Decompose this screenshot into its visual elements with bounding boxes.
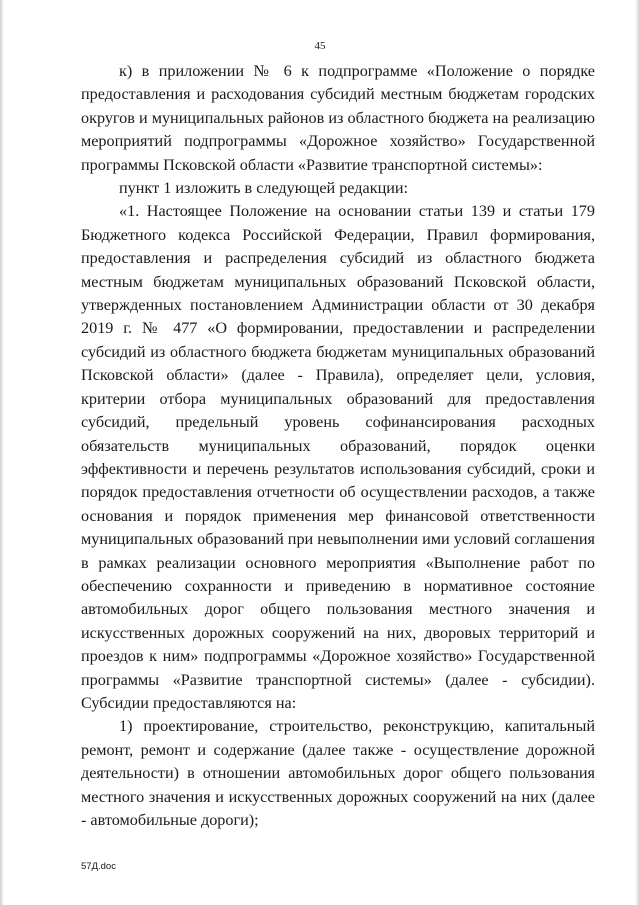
paragraph-instruction: пункт 1 изложить в следующей редакции: (119, 179, 409, 198)
paragraph-clause-1: «1. Настоящее Положение на основании статьи 139 и статьи 179 Бюджетного кодекса Российской Федерации, Правил формирования, предоставления и распределения субсидий из областного бюджета местным бюджетам муниципальных образований Псковской области, утвержденных постановлением Администрации области от 30 декабря 2019 г. № 477 «О формировании, предоставлении и распределении субсидий из областного бюджета бюджетам муниципальных образований Псковской области» (далее - Правила), определяет цели, условия, критерии отбора муниципальных образований для предоставления субсидий, предельный уровень софинансирования расходных обязательств муниципальных образований, порядок оценки эффективности и перечень результатов использования субсидий, сроки и порядок предоставления отчетности об осуществлении расходов, а также основания и порядок применения мер финансовой ответственности муниципальных образований при невыполнении ими условий соглашения в рамках реализации основного мероприятия «Выполнение работ по обеспечению сохранности и приведению в нормативное состояние автомобильных дорог общего пользования местного значения и искусственных дорожных сооружений на них, дворовых территорий и проездов к ним» подпрограммы «Дорожное хозяйство» Государственной программы «Развитие транспортной системы» (далее - субсидии). Субсидии предоставляются на: (81, 202, 595, 712)
file-name-footer: 57Д.doc (81, 861, 116, 872)
scan-edge-right (635, 0, 640, 905)
scan-edge-left (0, 0, 4, 905)
document-body (81, 60, 595, 832)
page-number: 45 (314, 40, 326, 52)
paragraph-subclause-1: 1) проектирование, строительство, реконструкцию, капитальный ремонт, ремонт и содержание (далее также - осуществление дорожной деятельности) в отношении автомобильных дорог общего пользования местного значения и искусственных дорожных сооружений на них (далее - автомобильные дороги); (81, 717, 595, 829)
paragraph-amendment-k: к) в приложении № 6 к подпрограмме «Положение о порядке предоставления и расходования субсидий местным бюджетам городских округов и муниципальных районов из областного бюджета на реализацию мероприятий подпрограммы «Дорожное хозяйство» Государственной программы Псковской области «Развитие транспортной системы»: (81, 62, 595, 174)
